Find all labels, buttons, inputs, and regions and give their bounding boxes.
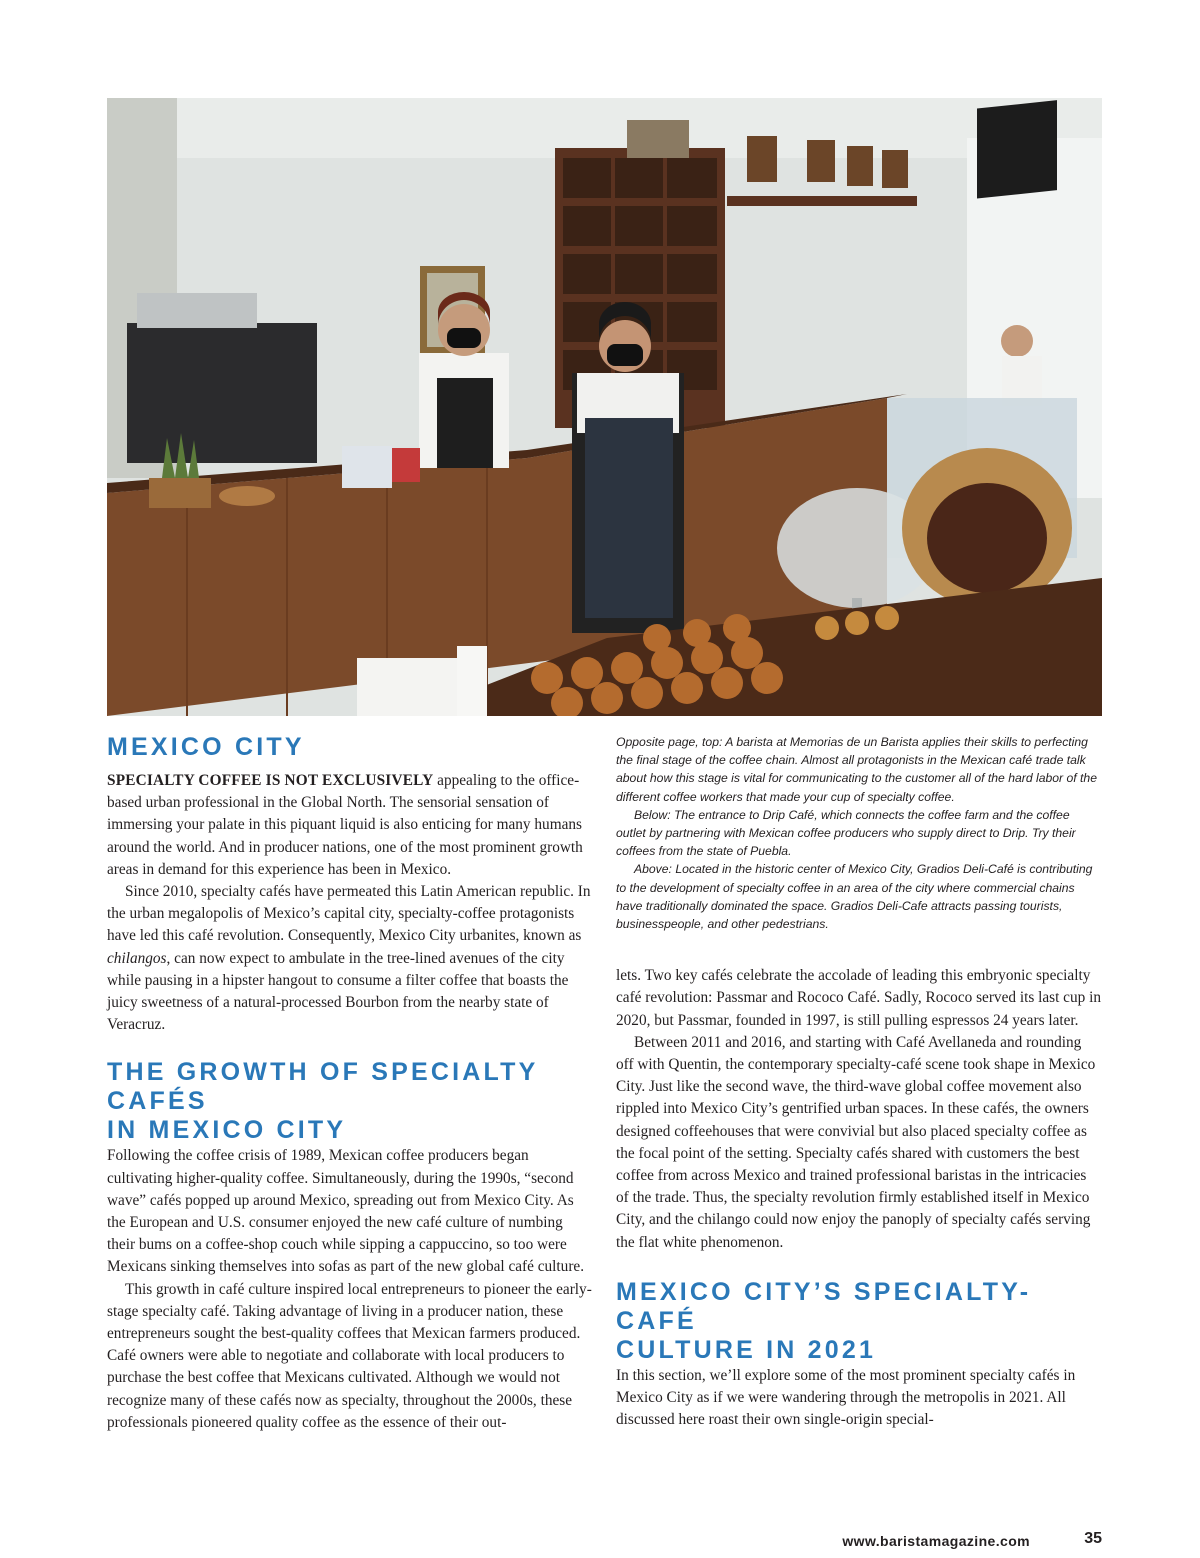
paragraph: [107, 881, 594, 1036]
caption: Opposite page, top: A barista at Memorias de un Barista applies their skills to perfecting the final stage of the coffee chain. Almost all protagonists in the Mexican café trade talk about how this stage is vital for communicating to the customer all of the hard labor of the different coffee workers that made your cup of specialty coffee.: [616, 735, 1097, 804]
paragraph: In this section, we’ll explore some of the most prominent specialty cafés in Mexico City as if we were wandering through the metropolis in 2021. All discussed here roast their own single-origin special-: [616, 1366, 1076, 1429]
paragraph: Between 2011 and 2016, and starting with Café Avellaneda and rounding off with Quentin, the contemporary specialty-café scene took shape in Mexico City. Just like the second wave, the third-wave global coffee movement also rippled into Mexico City’s gentrified urban spaces. In these cafés, the owners designed coffeehouses that were convivial but also placed specialty coffee as the focal point of the setting. Specialty cafés shared with customers the best coffee from across Mexico and trained professional baristas in the intricacies of the trade. Thus, the specialty revolution firmly established itself in Mexico City, and the chilango could now enjoy the panoply of specialty cafés serving the flat white phenomenon.: [616, 1033, 1096, 1251]
photo-illustration: [107, 98, 1102, 716]
paragraph: lets. Two key cafés celebrate the accolade of leading this embryonic specialty café revolution: Passmar and Rococo Café. Sadly, Rococo served its last cup in 2020, but Passmar, founded in 1997, is still pulling espressos 24 years later.: [616, 967, 1101, 1029]
section-heading-culture-2021: [616, 1278, 1102, 1365]
left-column: [107, 733, 594, 1434]
italic-term: chilangos: [107, 949, 167, 967]
paragraph: Following the coffee crisis of 1989, Mexican coffee producers began cultivating higher-quality coffee. Simultaneously, during the 1990s, “second wave” cafés popped up around Mexico, spreading out from Mexico City. As the European and U.S. consumer enjoyed the new café culture of numbing their bums on a coffee-shop couch while sipping a cappuccino, so too were Mexicans sinking themselves into sofas as part of the new global café culture.: [107, 1147, 585, 1276]
heading-line: CULTURE IN 2021: [616, 1335, 877, 1364]
section-heading-mexico-city: MEXICO CITY: [107, 733, 305, 761]
caption: Above: Located in the historic center of Mexico City, Gradios Deli-Café is contributing to the development of specialty coffee in an area of the city where commercial chains have traditionally dominated the space. Gradios Deli-Cafe attracts passing tourists, businesspeople, and other pedestrians.: [616, 862, 1093, 932]
paragraph-text: , can now expect to ambulate in the tree-lined avenues of the city while pausing in a hipster hangout to consume a filter coffee that boasts the juicy sweetness of a natural-processed Bourbon from the nearby state of Veracruz.: [107, 949, 569, 1034]
lead-in: SPECIALTY COFFEE IS NOT EXCLUSIVELY: [107, 772, 434, 789]
caption: Below: The entrance to Drip Café, which connects the coffee farm and the coffee outlet by partnering with Mexican coffee producers who supply direct to Drip. Try their coffees from the state of Puebla.: [616, 807, 1076, 859]
heading-line: IN MEXICO CITY: [107, 1116, 347, 1145]
footer-url: www.baristamagazine.com: [842, 1533, 1030, 1549]
paragraph-text: appealing to the office-based urban professional in the Global North. The sensorial sensation of immersing your palate in this piquant liquid is also enticing for many humans around the world. And in producer nations, one of the most prominent growth areas in demand for this experience has been in Mexico.: [107, 772, 583, 878]
paragraph-text: Since 2010, specialty cafés have permeated this Latin American republic. In the urban megalopolis of Mexico’s capital city, specialty-coffee protagonists have led this café revolution. Consequently, Mexico City urbanites, known as: [107, 883, 591, 945]
cafe-counter-photo: [107, 98, 1102, 716]
page-number: 35: [1084, 1530, 1102, 1547]
paragraph: This growth in café culture inspired local entrepreneurs to pioneer the early-stage specialty café. Taking advantage of living in a producer nation, these entrepreneurs sought the best-quality coffees that Mexican farmers produced. Café owners were able to negotiate and collaborate with local producers to purchase the best coffee that Mexicans cultivated. Although we would not recognize many of these cafés now as specialty, throughout the 2000s, these professionals pioneered quality coffee as the essence of their out-: [107, 1280, 592, 1431]
photo-captions: [616, 733, 1102, 933]
paragraph: [107, 770, 594, 881]
section-heading-growth: [107, 1058, 594, 1145]
heading-line: MEXICO CITY’S SPECIALTY-CAFÉ: [616, 1277, 1032, 1335]
right-column: [616, 733, 1102, 1431]
heading-line: THE GROWTH OF SPECIALTY CAFÉS: [107, 1058, 539, 1116]
